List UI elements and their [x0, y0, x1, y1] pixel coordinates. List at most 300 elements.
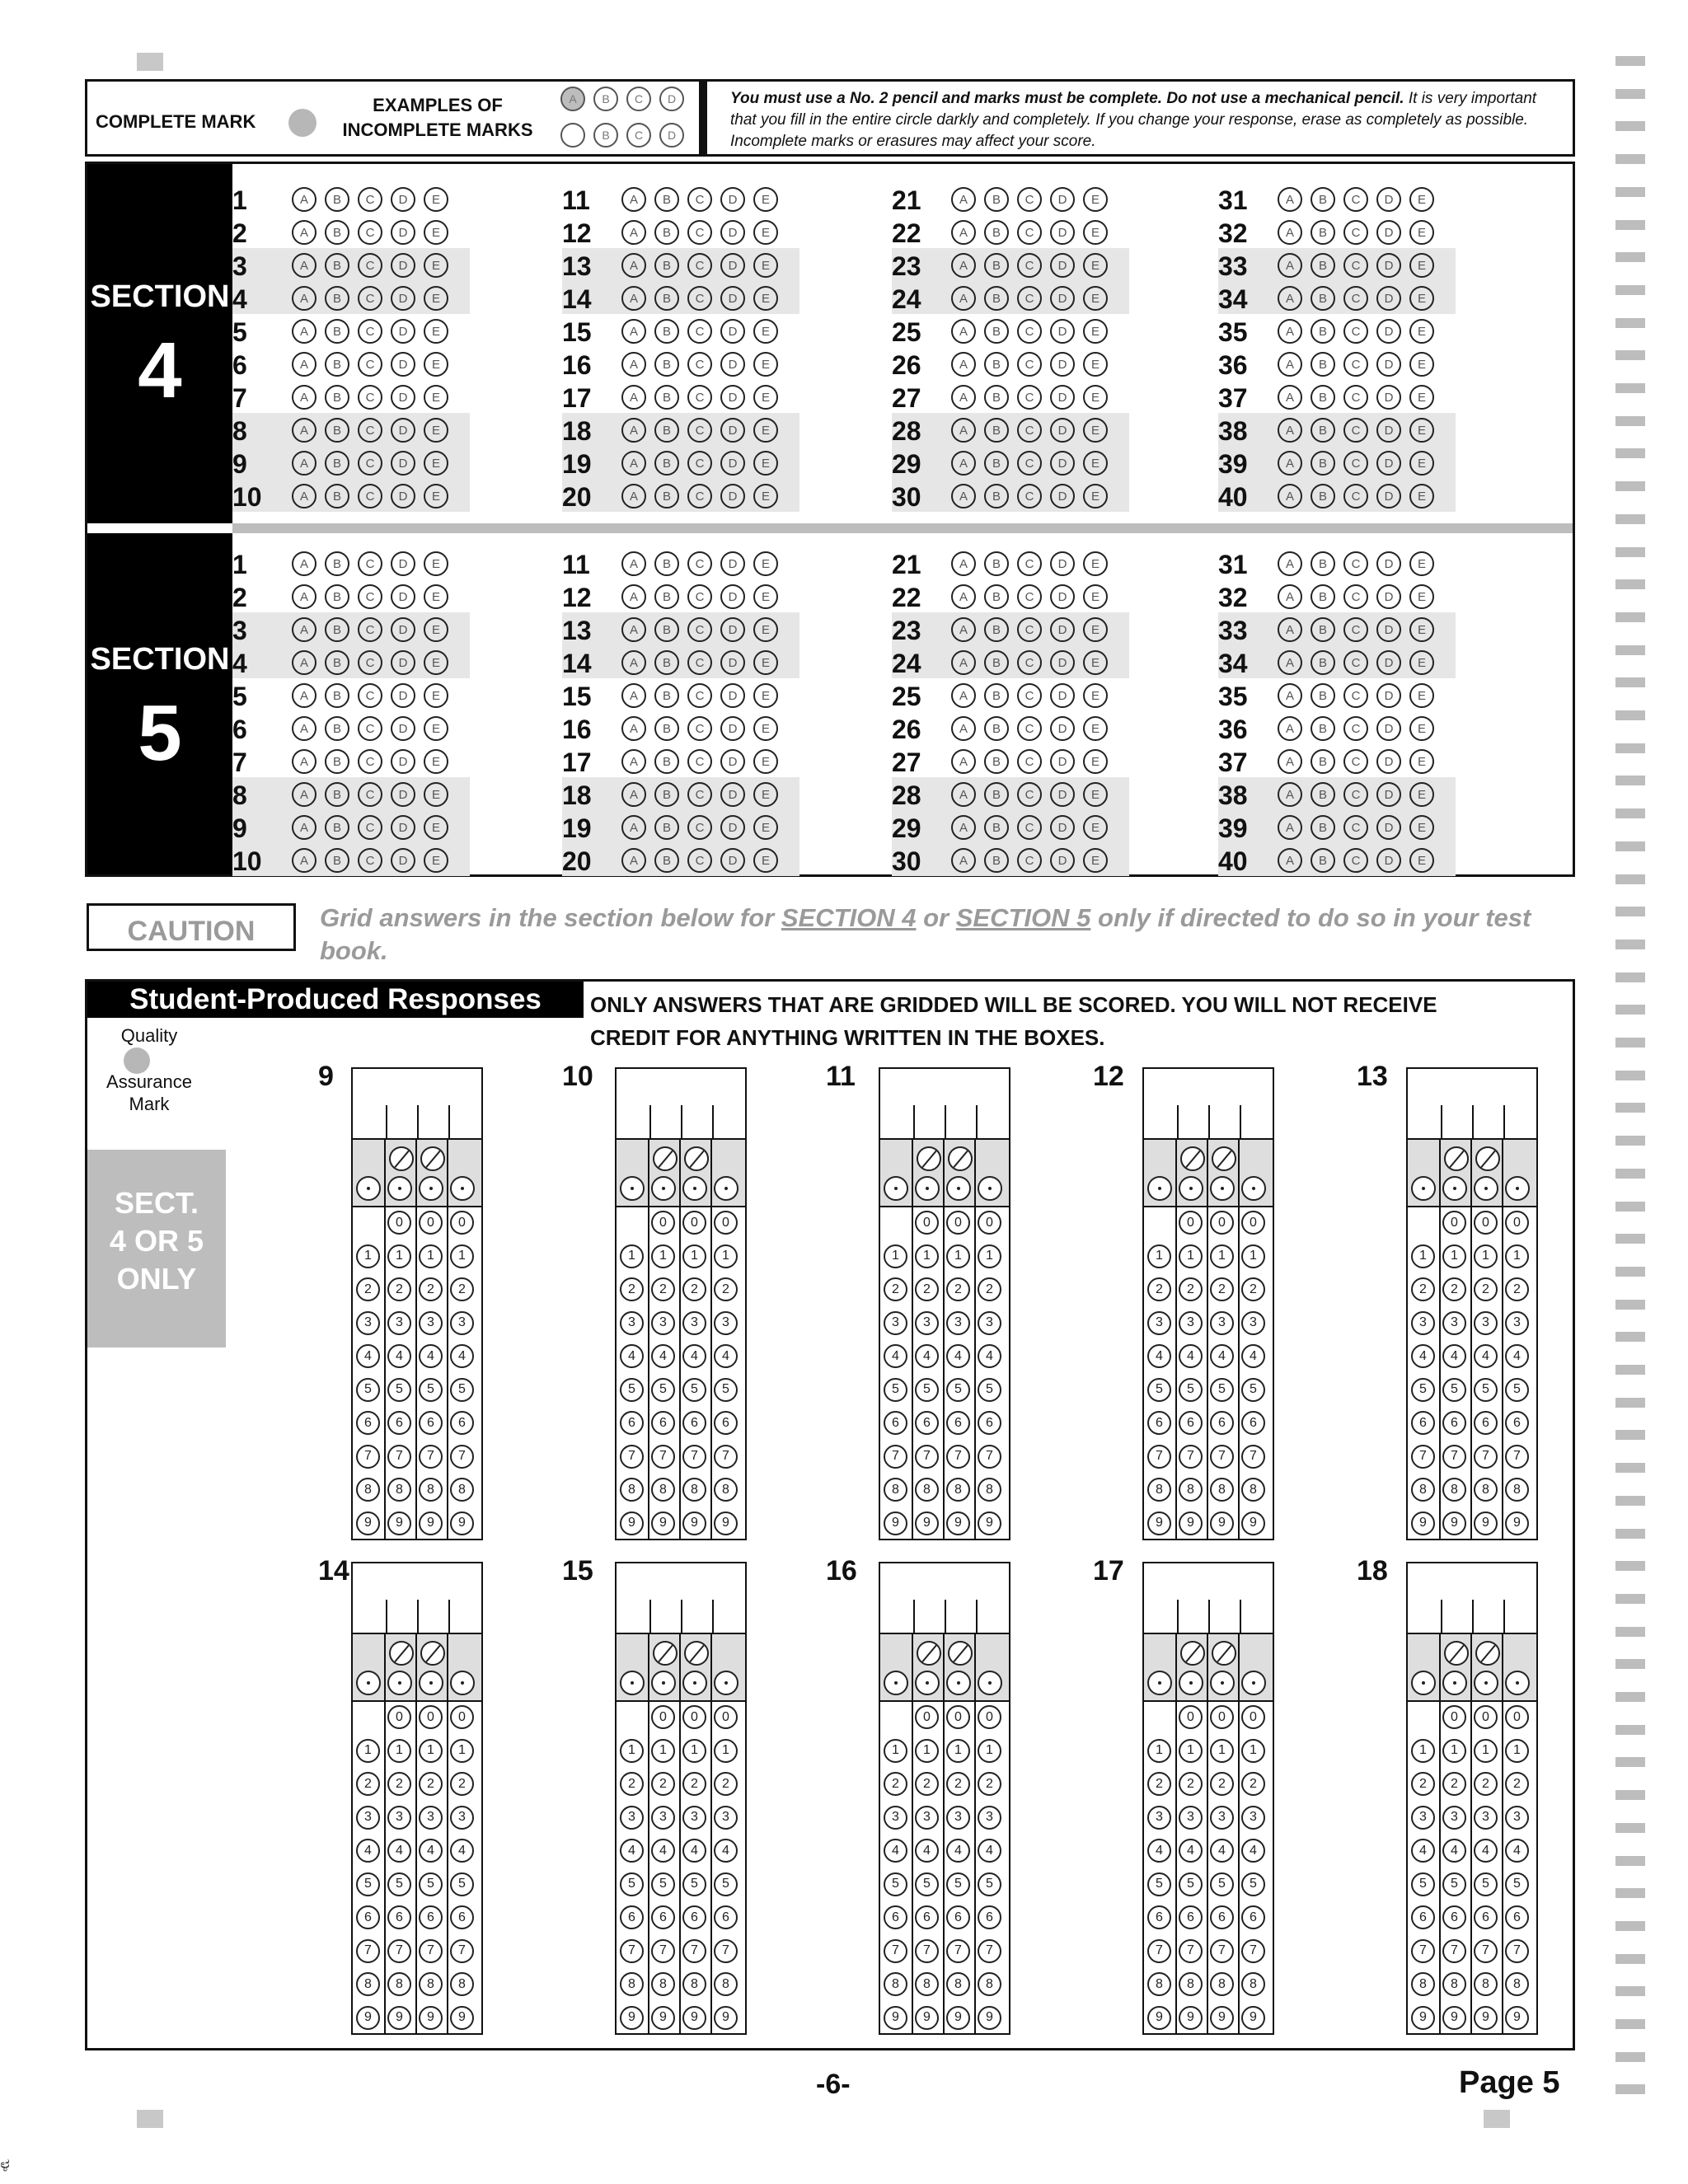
answer-bubble-d[interactable]: D: [1376, 286, 1401, 311]
answer-bubble-a[interactable]: A: [1278, 319, 1302, 344]
answer-bubble-c[interactable]: C: [1017, 683, 1042, 708]
decimal-point-bubble[interactable]: [1210, 1176, 1235, 1201]
digit-bubble-2[interactable]: 2: [1241, 1772, 1265, 1796]
answer-bubble-a[interactable]: A: [621, 286, 646, 311]
answer-bubble-b[interactable]: B: [654, 253, 679, 278]
answer-bubble-a[interactable]: A: [292, 716, 316, 741]
digit-bubble-1[interactable]: 1: [450, 1244, 474, 1268]
digit-bubble-2[interactable]: 2: [450, 1277, 474, 1301]
answer-bubble-e[interactable]: E: [1083, 617, 1108, 642]
answer-bubble-a[interactable]: A: [621, 584, 646, 609]
digit-bubble-3[interactable]: 3: [419, 1806, 443, 1830]
answer-bubble-c[interactable]: C: [687, 683, 712, 708]
answer-bubble-d[interactable]: D: [1050, 650, 1075, 675]
answer-bubble-b[interactable]: B: [654, 220, 679, 245]
digit-bubble-7[interactable]: 7: [978, 1939, 1001, 1963]
answer-bubble-d[interactable]: D: [720, 484, 745, 509]
digit-bubble-5[interactable]: 5: [1442, 1378, 1466, 1402]
digit-bubble-9[interactable]: 9: [1505, 1511, 1529, 1535]
digit-bubble-3[interactable]: 3: [356, 1311, 380, 1335]
digit-bubble-1[interactable]: 1: [419, 1739, 443, 1763]
fraction-bar-bubble[interactable]: [1475, 1146, 1500, 1171]
digit-bubble-2[interactable]: 2: [682, 1772, 706, 1796]
answer-bubble-c[interactable]: C: [687, 286, 712, 311]
answer-bubble-b[interactable]: B: [654, 187, 679, 212]
fraction-bar-bubble[interactable]: [420, 1146, 445, 1171]
answer-bubble-a[interactable]: A: [621, 451, 646, 476]
digit-bubble-3[interactable]: 3: [1147, 1806, 1171, 1830]
decimal-point-bubble[interactable]: [1179, 1671, 1203, 1695]
answer-bubble-a[interactable]: A: [951, 782, 976, 807]
decimal-point-bubble[interactable]: [651, 1671, 676, 1695]
answer-bubble-b[interactable]: B: [654, 385, 679, 410]
answer-bubble-c[interactable]: C: [687, 418, 712, 443]
digit-bubble-5[interactable]: 5: [1147, 1378, 1171, 1402]
answer-bubble-c[interactable]: C: [1017, 220, 1042, 245]
digit-bubble-8[interactable]: 8: [1179, 1972, 1203, 1996]
answer-bubble-a[interactable]: A: [621, 220, 646, 245]
decimal-point-bubble[interactable]: [1505, 1176, 1530, 1201]
digit-bubble-7[interactable]: 7: [1411, 1939, 1435, 1963]
decimal-point-bubble[interactable]: [978, 1176, 1002, 1201]
answer-bubble-b[interactable]: B: [654, 782, 679, 807]
answer-bubble-e[interactable]: E: [1409, 352, 1434, 377]
answer-bubble-a[interactable]: A: [292, 187, 316, 212]
digit-bubble-6[interactable]: 6: [1241, 1905, 1265, 1929]
digit-bubble-2[interactable]: 2: [946, 1772, 970, 1796]
digit-bubble-6[interactable]: 6: [419, 1905, 443, 1929]
answer-bubble-e[interactable]: E: [753, 584, 778, 609]
digit-bubble-0[interactable]: 0: [978, 1211, 1001, 1235]
digit-bubble-7[interactable]: 7: [1505, 1939, 1529, 1963]
digit-bubble-1[interactable]: 1: [1147, 1244, 1171, 1268]
decimal-point-bubble[interactable]: [884, 1176, 908, 1201]
answer-bubble-c[interactable]: C: [1343, 451, 1368, 476]
digit-bubble-4[interactable]: 4: [419, 1344, 443, 1368]
fraction-bar-bubble[interactable]: [653, 1641, 678, 1666]
digit-bubble-8[interactable]: 8: [1147, 1972, 1171, 1996]
digit-bubble-1[interactable]: 1: [714, 1739, 738, 1763]
answer-bubble-d[interactable]: D: [1050, 385, 1075, 410]
digit-bubble-6[interactable]: 6: [884, 1411, 907, 1435]
digit-bubble-1[interactable]: 1: [651, 1739, 675, 1763]
answer-bubble-a[interactable]: A: [621, 484, 646, 509]
answer-bubble-e[interactable]: E: [1083, 319, 1108, 344]
answer-bubble-e[interactable]: E: [753, 650, 778, 675]
answer-bubble-a[interactable]: A: [951, 385, 976, 410]
digit-bubble-0[interactable]: 0: [946, 1705, 970, 1729]
digit-bubble-9[interactable]: 9: [1505, 2006, 1529, 2030]
answer-bubble-b[interactable]: B: [654, 683, 679, 708]
answer-bubble-d[interactable]: D: [1376, 584, 1401, 609]
digit-bubble-3[interactable]: 3: [450, 1806, 474, 1830]
digit-bubble-9[interactable]: 9: [915, 2006, 939, 2030]
decimal-point-bubble[interactable]: [1411, 1671, 1436, 1695]
digit-bubble-0[interactable]: 0: [1474, 1705, 1498, 1729]
answer-bubble-d[interactable]: D: [1050, 352, 1075, 377]
answer-bubble-e[interactable]: E: [1409, 551, 1434, 576]
digit-bubble-2[interactable]: 2: [884, 1277, 907, 1301]
digit-bubble-4[interactable]: 4: [1411, 1344, 1435, 1368]
digit-bubble-9[interactable]: 9: [450, 2006, 474, 2030]
digit-bubble-3[interactable]: 3: [1442, 1311, 1466, 1335]
answer-bubble-b[interactable]: B: [654, 617, 679, 642]
answer-bubble-a[interactable]: A: [621, 749, 646, 774]
answer-bubble-d[interactable]: D: [720, 848, 745, 873]
answer-bubble-b[interactable]: B: [984, 286, 1009, 311]
answer-bubble-a[interactable]: A: [1278, 187, 1302, 212]
digit-bubble-6[interactable]: 6: [915, 1905, 939, 1929]
answer-bubble-d[interactable]: D: [1376, 220, 1401, 245]
answer-bubble-b[interactable]: B: [1311, 584, 1335, 609]
answer-bubble-e[interactable]: E: [424, 352, 448, 377]
answer-bubble-c[interactable]: C: [358, 683, 382, 708]
answer-bubble-c[interactable]: C: [687, 187, 712, 212]
answer-bubble-b[interactable]: B: [984, 418, 1009, 443]
digit-bubble-5[interactable]: 5: [884, 1378, 907, 1402]
digit-bubble-5[interactable]: 5: [915, 1872, 939, 1896]
answer-bubble-a[interactable]: A: [621, 352, 646, 377]
answer-bubble-d[interactable]: D: [391, 418, 415, 443]
answer-bubble-d[interactable]: D: [1050, 319, 1075, 344]
answer-bubble-d[interactable]: D: [391, 220, 415, 245]
answer-bubble-d[interactable]: D: [391, 650, 415, 675]
digit-bubble-1[interactable]: 1: [1241, 1244, 1265, 1268]
answer-bubble-e[interactable]: E: [1409, 848, 1434, 873]
answer-bubble-c[interactable]: C: [1343, 782, 1368, 807]
digit-bubble-8[interactable]: 8: [1505, 1478, 1529, 1502]
answer-bubble-d[interactable]: D: [1376, 385, 1401, 410]
answer-bubble-d[interactable]: D: [391, 683, 415, 708]
digit-bubble-2[interactable]: 2: [1442, 1772, 1466, 1796]
digit-bubble-4[interactable]: 4: [419, 1839, 443, 1863]
digit-bubble-6[interactable]: 6: [356, 1905, 380, 1929]
answer-bubble-a[interactable]: A: [1278, 815, 1302, 840]
digit-bubble-4[interactable]: 4: [620, 1344, 644, 1368]
answer-bubble-e[interactable]: E: [753, 848, 778, 873]
decimal-point-bubble[interactable]: [1505, 1671, 1530, 1695]
digit-bubble-8[interactable]: 8: [387, 1972, 411, 1996]
digit-bubble-7[interactable]: 7: [946, 1939, 970, 1963]
answer-bubble-b[interactable]: B: [325, 286, 349, 311]
digit-bubble-6[interactable]: 6: [1505, 1905, 1529, 1929]
answer-bubble-e[interactable]: E: [753, 683, 778, 708]
digit-bubble-9[interactable]: 9: [1474, 2006, 1498, 2030]
digit-bubble-1[interactable]: 1: [978, 1739, 1001, 1763]
digit-bubble-7[interactable]: 7: [884, 1445, 907, 1469]
answer-bubble-d[interactable]: D: [1050, 749, 1075, 774]
fraction-bar-bubble[interactable]: [684, 1641, 709, 1666]
digit-bubble-3[interactable]: 3: [356, 1806, 380, 1830]
digit-bubble-6[interactable]: 6: [1179, 1905, 1203, 1929]
answer-bubble-d[interactable]: D: [1376, 418, 1401, 443]
digit-bubble-4[interactable]: 4: [915, 1839, 939, 1863]
answer-bubble-b[interactable]: B: [654, 418, 679, 443]
answer-bubble-c[interactable]: C: [358, 451, 382, 476]
answer-bubble-a[interactable]: A: [621, 683, 646, 708]
digit-bubble-5[interactable]: 5: [682, 1872, 706, 1896]
answer-bubble-a[interactable]: A: [292, 848, 316, 873]
digit-bubble-5[interactable]: 5: [1241, 1378, 1265, 1402]
digit-bubble-4[interactable]: 4: [1241, 1839, 1265, 1863]
digit-bubble-5[interactable]: 5: [1442, 1872, 1466, 1896]
digit-bubble-5[interactable]: 5: [387, 1872, 411, 1896]
fraction-bar-bubble[interactable]: [1475, 1641, 1500, 1666]
digit-bubble-4[interactable]: 4: [714, 1839, 738, 1863]
answer-bubble-b[interactable]: B: [1311, 848, 1335, 873]
answer-bubble-b[interactable]: B: [325, 683, 349, 708]
answer-bubble-e[interactable]: E: [1409, 716, 1434, 741]
answer-bubble-d[interactable]: D: [720, 187, 745, 212]
fraction-bar-bubble[interactable]: [1180, 1641, 1205, 1666]
answer-bubble-e[interactable]: E: [1083, 749, 1108, 774]
answer-bubble-b[interactable]: B: [654, 848, 679, 873]
digit-bubble-1[interactable]: 1: [1442, 1739, 1466, 1763]
answer-bubble-e[interactable]: E: [753, 815, 778, 840]
digit-bubble-1[interactable]: 1: [1147, 1739, 1171, 1763]
answer-bubble-e[interactable]: E: [424, 782, 448, 807]
answer-bubble-c[interactable]: C: [1017, 716, 1042, 741]
fraction-bar-bubble[interactable]: [917, 1641, 941, 1666]
answer-bubble-e[interactable]: E: [424, 385, 448, 410]
answer-bubble-c[interactable]: C: [358, 286, 382, 311]
answer-bubble-c[interactable]: C: [1343, 749, 1368, 774]
digit-bubble-1[interactable]: 1: [1411, 1244, 1435, 1268]
answer-bubble-a[interactable]: A: [292, 782, 316, 807]
digit-bubble-4[interactable]: 4: [1505, 1839, 1529, 1863]
digit-bubble-2[interactable]: 2: [450, 1772, 474, 1796]
answer-bubble-d[interactable]: D: [720, 584, 745, 609]
digit-bubble-6[interactable]: 6: [620, 1411, 644, 1435]
answer-bubble-c[interactable]: C: [358, 319, 382, 344]
digit-bubble-3[interactable]: 3: [1210, 1311, 1234, 1335]
answer-bubble-a[interactable]: A: [951, 352, 976, 377]
answer-bubble-c[interactable]: C: [358, 385, 382, 410]
digit-bubble-9[interactable]: 9: [356, 2006, 380, 2030]
answer-bubble-a[interactable]: A: [1278, 650, 1302, 675]
answer-bubble-a[interactable]: A: [292, 617, 316, 642]
answer-bubble-d[interactable]: D: [391, 782, 415, 807]
digit-bubble-7[interactable]: 7: [450, 1445, 474, 1469]
digit-bubble-9[interactable]: 9: [1241, 2006, 1265, 2030]
digit-bubble-3[interactable]: 3: [946, 1806, 970, 1830]
digit-bubble-4[interactable]: 4: [1505, 1344, 1529, 1368]
digit-bubble-8[interactable]: 8: [884, 1972, 907, 1996]
digit-bubble-9[interactable]: 9: [1442, 2006, 1466, 2030]
digit-bubble-7[interactable]: 7: [387, 1939, 411, 1963]
answer-bubble-b[interactable]: B: [984, 451, 1009, 476]
answer-bubble-e[interactable]: E: [753, 749, 778, 774]
answer-bubble-a[interactable]: A: [951, 484, 976, 509]
digit-bubble-2[interactable]: 2: [1505, 1277, 1529, 1301]
answer-bubble-c[interactable]: C: [1343, 187, 1368, 212]
answer-bubble-c[interactable]: C: [358, 352, 382, 377]
answer-bubble-e[interactable]: E: [753, 220, 778, 245]
digit-bubble-7[interactable]: 7: [915, 1445, 939, 1469]
answer-bubble-b[interactable]: B: [1311, 650, 1335, 675]
answer-bubble-e[interactable]: E: [1083, 451, 1108, 476]
digit-bubble-9[interactable]: 9: [1210, 1511, 1234, 1535]
digit-bubble-1[interactable]: 1: [1179, 1739, 1203, 1763]
digit-bubble-0[interactable]: 0: [419, 1211, 443, 1235]
answer-bubble-a[interactable]: A: [292, 286, 316, 311]
digit-bubble-4[interactable]: 4: [884, 1839, 907, 1863]
answer-bubble-c[interactable]: C: [358, 551, 382, 576]
fraction-bar-bubble[interactable]: [1444, 1146, 1469, 1171]
digit-bubble-4[interactable]: 4: [651, 1839, 675, 1863]
answer-bubble-e[interactable]: E: [753, 352, 778, 377]
digit-bubble-0[interactable]: 0: [1210, 1211, 1234, 1235]
answer-bubble-a[interactable]: A: [621, 782, 646, 807]
answer-bubble-a[interactable]: A: [1278, 484, 1302, 509]
digit-bubble-0[interactable]: 0: [450, 1705, 474, 1729]
answer-bubble-e[interactable]: E: [753, 418, 778, 443]
digit-bubble-3[interactable]: 3: [1505, 1806, 1529, 1830]
digit-bubble-5[interactable]: 5: [1147, 1872, 1171, 1896]
digit-bubble-3[interactable]: 3: [387, 1806, 411, 1830]
digit-bubble-8[interactable]: 8: [1474, 1972, 1498, 1996]
digit-bubble-2[interactable]: 2: [651, 1277, 675, 1301]
digit-bubble-9[interactable]: 9: [682, 1511, 706, 1535]
answer-bubble-d[interactable]: D: [720, 716, 745, 741]
answer-bubble-d[interactable]: D: [1050, 451, 1075, 476]
answer-bubble-e[interactable]: E: [1083, 782, 1108, 807]
digit-bubble-6[interactable]: 6: [1474, 1411, 1498, 1435]
answer-bubble-b[interactable]: B: [984, 815, 1009, 840]
digit-bubble-7[interactable]: 7: [682, 1939, 706, 1963]
answer-bubble-a[interactable]: A: [1278, 385, 1302, 410]
answer-bubble-e[interactable]: E: [1409, 418, 1434, 443]
answer-bubble-b[interactable]: B: [325, 187, 349, 212]
digit-bubble-1[interactable]: 1: [946, 1739, 970, 1763]
digit-bubble-2[interactable]: 2: [1241, 1277, 1265, 1301]
answer-bubble-a[interactable]: A: [621, 253, 646, 278]
digit-bubble-5[interactable]: 5: [1210, 1378, 1234, 1402]
digit-bubble-5[interactable]: 5: [946, 1378, 970, 1402]
digit-bubble-9[interactable]: 9: [1147, 2006, 1171, 2030]
answer-bubble-b[interactable]: B: [1311, 385, 1335, 410]
digit-bubble-2[interactable]: 2: [682, 1277, 706, 1301]
answer-bubble-a[interactable]: A: [1278, 749, 1302, 774]
digit-bubble-8[interactable]: 8: [1241, 1972, 1265, 1996]
answer-bubble-e[interactable]: E: [1409, 650, 1434, 675]
fraction-bar-bubble[interactable]: [948, 1146, 973, 1171]
answer-bubble-a[interactable]: A: [292, 418, 316, 443]
digit-bubble-1[interactable]: 1: [450, 1739, 474, 1763]
digit-bubble-9[interactable]: 9: [419, 1511, 443, 1535]
answer-bubble-a[interactable]: A: [292, 551, 316, 576]
digit-bubble-4[interactable]: 4: [1442, 1839, 1466, 1863]
answer-bubble-d[interactable]: D: [1050, 418, 1075, 443]
digit-bubble-8[interactable]: 8: [915, 1972, 939, 1996]
digit-bubble-1[interactable]: 1: [387, 1244, 411, 1268]
answer-bubble-e[interactable]: E: [424, 319, 448, 344]
digit-bubble-4[interactable]: 4: [1474, 1839, 1498, 1863]
answer-bubble-b[interactable]: B: [654, 352, 679, 377]
digit-bubble-5[interactable]: 5: [419, 1872, 443, 1896]
digit-bubble-5[interactable]: 5: [651, 1378, 675, 1402]
answer-bubble-b[interactable]: B: [984, 584, 1009, 609]
digit-bubble-9[interactable]: 9: [884, 2006, 907, 2030]
answer-bubble-d[interactable]: D: [720, 385, 745, 410]
answer-bubble-c[interactable]: C: [1017, 551, 1042, 576]
digit-bubble-4[interactable]: 4: [620, 1839, 644, 1863]
digit-bubble-1[interactable]: 1: [387, 1739, 411, 1763]
digit-bubble-5[interactable]: 5: [356, 1378, 380, 1402]
digit-bubble-9[interactable]: 9: [1179, 2006, 1203, 2030]
digit-bubble-5[interactable]: 5: [387, 1378, 411, 1402]
digit-bubble-6[interactable]: 6: [1474, 1905, 1498, 1929]
answer-bubble-c[interactable]: C: [687, 749, 712, 774]
digit-bubble-6[interactable]: 6: [651, 1905, 675, 1929]
answer-bubble-a[interactable]: A: [951, 286, 976, 311]
digit-bubble-7[interactable]: 7: [714, 1939, 738, 1963]
answer-bubble-a[interactable]: A: [1278, 782, 1302, 807]
answer-bubble-e[interactable]: E: [424, 749, 448, 774]
answer-bubble-d[interactable]: D: [1050, 815, 1075, 840]
digit-bubble-9[interactable]: 9: [978, 1511, 1001, 1535]
answer-bubble-a[interactable]: A: [621, 319, 646, 344]
digit-bubble-6[interactable]: 6: [946, 1905, 970, 1929]
digit-bubble-5[interactable]: 5: [450, 1378, 474, 1402]
digit-bubble-3[interactable]: 3: [1411, 1806, 1435, 1830]
answer-bubble-b[interactable]: B: [984, 650, 1009, 675]
digit-bubble-0[interactable]: 0: [1241, 1705, 1265, 1729]
answer-bubble-c[interactable]: C: [687, 617, 712, 642]
answer-bubble-b[interactable]: B: [654, 716, 679, 741]
digit-bubble-8[interactable]: 8: [1411, 1972, 1435, 1996]
digit-bubble-7[interactable]: 7: [1241, 1939, 1265, 1963]
answer-bubble-d[interactable]: D: [1376, 815, 1401, 840]
answer-bubble-c[interactable]: C: [358, 716, 382, 741]
answer-bubble-d[interactable]: D: [1376, 319, 1401, 344]
digit-bubble-8[interactable]: 8: [356, 1478, 380, 1502]
answer-bubble-a[interactable]: A: [951, 451, 976, 476]
digit-bubble-3[interactable]: 3: [620, 1806, 644, 1830]
digit-bubble-3[interactable]: 3: [884, 1311, 907, 1335]
digit-bubble-5[interactable]: 5: [1179, 1872, 1203, 1896]
answer-bubble-b[interactable]: B: [325, 220, 349, 245]
digit-bubble-6[interactable]: 6: [1210, 1411, 1234, 1435]
digit-bubble-6[interactable]: 6: [1147, 1905, 1171, 1929]
decimal-point-bubble[interactable]: [1210, 1671, 1235, 1695]
answer-bubble-c[interactable]: C: [358, 584, 382, 609]
answer-bubble-a[interactable]: A: [292, 451, 316, 476]
digit-bubble-6[interactable]: 6: [450, 1411, 474, 1435]
answer-bubble-a[interactable]: A: [292, 253, 316, 278]
answer-bubble-d[interactable]: D: [1050, 187, 1075, 212]
answer-bubble-b[interactable]: B: [984, 385, 1009, 410]
answer-bubble-b[interactable]: B: [1311, 683, 1335, 708]
digit-bubble-0[interactable]: 0: [1179, 1705, 1203, 1729]
answer-bubble-d[interactable]: D: [1376, 848, 1401, 873]
answer-bubble-b[interactable]: B: [654, 650, 679, 675]
digit-bubble-2[interactable]: 2: [1147, 1772, 1171, 1796]
answer-bubble-c[interactable]: C: [1343, 385, 1368, 410]
answer-bubble-a[interactable]: A: [292, 220, 316, 245]
answer-bubble-d[interactable]: D: [720, 319, 745, 344]
digit-bubble-2[interactable]: 2: [620, 1277, 644, 1301]
digit-bubble-5[interactable]: 5: [419, 1378, 443, 1402]
digit-bubble-4[interactable]: 4: [946, 1344, 970, 1368]
digit-bubble-4[interactable]: 4: [714, 1344, 738, 1368]
answer-bubble-d[interactable]: D: [391, 617, 415, 642]
digit-bubble-8[interactable]: 8: [356, 1972, 380, 1996]
decimal-point-bubble[interactable]: [682, 1671, 707, 1695]
digit-bubble-0[interactable]: 0: [682, 1211, 706, 1235]
digit-bubble-8[interactable]: 8: [1210, 1478, 1234, 1502]
answer-bubble-b[interactable]: B: [325, 584, 349, 609]
